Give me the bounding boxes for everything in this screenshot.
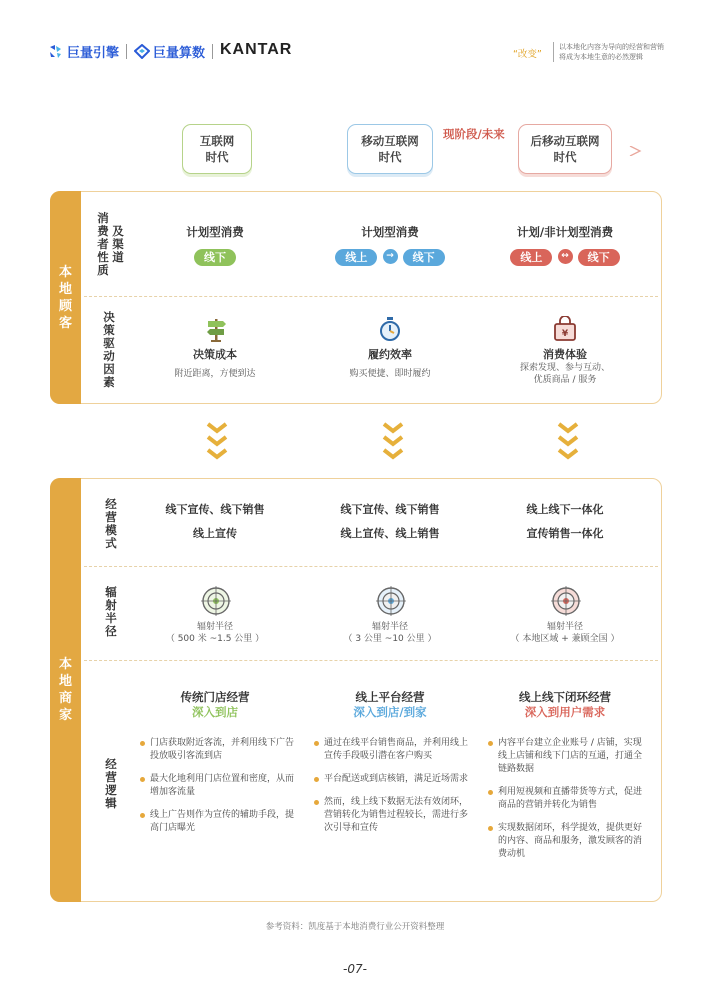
label-char: 道 <box>112 250 124 264</box>
desc-line: 探索发现、参与互动、 <box>519 363 610 373</box>
row-label-business-logic <box>104 758 118 810</box>
stopwatch-icon <box>378 316 402 346</box>
row-label-channel <box>111 225 125 264</box>
col1-logic-bullets <box>140 737 295 835</box>
era-internet-line-1: 互联网 <box>199 134 235 148</box>
logo-divider-1 <box>126 44 127 59</box>
label-char: 射 <box>105 598 117 612</box>
label-char: 经 <box>105 497 117 511</box>
mode-line: 线上宣传、线上销售 <box>340 527 440 540</box>
col2-business-mode <box>320 498 460 546</box>
era-internet <box>182 124 252 174</box>
label-char: 营 <box>105 510 117 524</box>
label-char: 辑 <box>105 796 117 810</box>
label-char: 素 <box>103 375 115 389</box>
gift-shop-icon <box>553 316 577 346</box>
label-char: 逻 <box>105 783 117 797</box>
label-char: 营 <box>105 770 117 784</box>
logic-subtitle: 深入到店 <box>192 705 238 719</box>
logic-title: 线上平台经营 <box>355 690 425 704</box>
logic-subtitle: 深入到用户需求 <box>524 705 606 719</box>
label-char: 策 <box>103 323 115 337</box>
tag-note <box>553 42 673 62</box>
radius-value: （ 500 米 ~1.5 公里 ） <box>165 634 265 644</box>
row-label-consumer-nature <box>96 212 110 277</box>
label-char: 式 <box>105 536 117 550</box>
source-note: 参考资料：凯度基于本地消费行业公开资料整理 <box>265 922 445 932</box>
label-char: 动 <box>103 349 115 363</box>
juliang-suanshu-logo <box>134 42 205 61</box>
col2-consumption-type: 计划型消费 <box>361 225 419 239</box>
svg-text:¥: ¥ <box>561 329 569 339</box>
target-radius-icon <box>376 586 406 620</box>
era-mobile-line-1: 移动互联网 <box>361 134 419 148</box>
mode-line: 线上线下一体化 <box>526 503 604 516</box>
era-mobile-line-2: 时代 <box>378 150 402 164</box>
radius-label: 辐射半径 <box>371 622 408 632</box>
era-post-mobile-line-1: 后移动互联网 <box>530 134 600 148</box>
tag-note-line-2: 将成为本地生意的必然逻辑 <box>559 53 643 61</box>
label-char: 者 <box>97 237 109 251</box>
logic-bullet: 内容平台建立企业账号 / 店铺，实现线上店铺和线下门店的互通，打通全链路数据 <box>488 737 644 776</box>
label-char: 性 <box>97 250 109 264</box>
radius-label: 辐射半径 <box>196 622 233 632</box>
pill-offline: 线下 <box>403 249 445 266</box>
side-char: 商 <box>58 691 72 706</box>
customer-divider <box>84 296 658 297</box>
row-label-business-mode <box>104 498 118 550</box>
logic-title: 传统门店经营 <box>180 690 250 704</box>
col2-driver-desc: 购买便捷、即时履约 <box>349 369 431 379</box>
label-char: 渠 <box>112 237 124 251</box>
col1-logic-title <box>145 690 285 720</box>
col1-radius <box>145 621 285 645</box>
logic-bullet: 实现数据闭环，科学提效，提供更好的内容、商品和服务，激发顾客的消费动机 <box>488 822 644 861</box>
label-char: 模 <box>105 523 117 537</box>
pill-offline: 线下 <box>578 249 620 266</box>
merchant-side-label <box>50 478 81 902</box>
era-post-mobile <box>518 124 612 174</box>
merchant-divider-1 <box>84 566 658 567</box>
radius-label: 辐射半径 <box>546 622 583 632</box>
customer-side-label <box>50 191 81 404</box>
chevron-down-icon <box>202 422 232 460</box>
logic-bullet: 利用短视频和直播带货等方式，促进商品的营销并转化为销售 <box>488 786 644 812</box>
col3-driver: 消费体验 <box>543 348 587 361</box>
col2-logic-bullets <box>314 737 470 835</box>
side-char: 本 <box>58 264 72 280</box>
side-char: 家 <box>58 708 72 723</box>
logic-bullet: 最大化地利用门店位置和密度，从而增加客流量 <box>140 773 295 799</box>
arrow-both-icon: ↔ <box>558 249 573 264</box>
side-char: 客 <box>58 315 72 331</box>
mode-line: 线下宣传、线下销售 <box>340 503 440 516</box>
col3-channel <box>497 246 633 266</box>
target-radius-icon <box>551 586 581 620</box>
row-label-radius <box>104 586 118 638</box>
col1-channel <box>155 246 275 266</box>
side-char: 地 <box>58 281 72 297</box>
col3-logic-bullets <box>488 737 644 861</box>
mode-line: 线下宣传、线下销售 <box>165 503 265 516</box>
label-char: 因 <box>103 362 115 376</box>
label-char: 驱 <box>103 336 115 350</box>
col2-radius <box>320 621 460 645</box>
era-post-mobile-line-2: 时代 <box>553 150 577 164</box>
col1-driver-desc: 附近距离，方便到达 <box>174 369 256 379</box>
col2-driver: 履约效率 <box>368 348 412 361</box>
target-radius-icon <box>201 586 231 620</box>
era-internet-line-2: 时代 <box>205 150 229 164</box>
label-char: 费 <box>97 224 109 238</box>
col3-consumption-type: 计划/非计划型消费 <box>516 225 614 239</box>
col3-logic-title <box>495 690 635 720</box>
col3-business-mode <box>495 498 635 546</box>
col1-business-mode <box>145 498 285 546</box>
radius-value: （ 本地区域 + 兼顾全国 ） <box>510 634 620 644</box>
col1-consumption-type: 计划型消费 <box>186 225 244 239</box>
pill-offline: 线下 <box>194 249 236 266</box>
col2-logic-title <box>320 690 460 720</box>
desc-line: 优质商品 / 服务 <box>533 375 597 385</box>
logic-subtitle: 深入到店/到家 <box>353 705 427 719</box>
col2-channel <box>322 246 458 266</box>
side-char: 顾 <box>58 298 72 314</box>
era-mobile-internet <box>347 124 433 174</box>
logic-bullet: 门店获取附近客流，并利用线下广告投放吸引客流到店 <box>140 737 295 763</box>
label-char: 决 <box>103 310 115 324</box>
arrow-right-icon: → <box>383 249 398 264</box>
logic-title: 线上线下闭环经营 <box>519 690 611 704</box>
col3-driver-desc <box>500 362 630 386</box>
merchant-divider-2 <box>84 660 658 661</box>
pill-online: 线上 <box>335 249 377 266</box>
pill-online: 线上 <box>510 249 552 266</box>
label-char: 径 <box>105 624 117 638</box>
col1-driver: 决策成本 <box>193 348 237 361</box>
col3-radius <box>495 621 635 645</box>
label-char: 经 <box>105 757 117 771</box>
change-tag: “改变” <box>513 49 542 60</box>
label-char: 消 <box>97 211 109 225</box>
now-future-label: 现阶段/未来 <box>443 127 505 141</box>
mode-line: 线上宣传 <box>193 527 237 540</box>
suanshu-icon <box>134 44 149 59</box>
logic-bullet: 线上广告则作为宣传的辅助手段，提高门店曝光 <box>140 809 295 835</box>
juliang-engine-logo <box>48 42 119 61</box>
kantar-logo: KANTAR <box>220 41 293 58</box>
side-char: 本 <box>58 657 72 672</box>
logic-bullet: 然而，线上线下数据无法有效闭环，营销转化为销售过程较长，需进行多次引导和宣传 <box>314 796 470 835</box>
logo-text-2: 巨量算数 <box>153 46 206 61</box>
label-char: 辐 <box>105 585 117 599</box>
label-char: 质 <box>97 263 109 277</box>
side-char: 地 <box>58 674 72 689</box>
row-label-decision-driver <box>102 311 116 389</box>
logic-bullet: 平台配送或到店核销，满足近场需求 <box>314 773 470 786</box>
logic-bullet: 通过在线平台销售商品，并利用线上宣传手段吸引潜在客户购买 <box>314 737 470 763</box>
mode-line: 宣传销售一体化 <box>526 527 604 540</box>
label-char: 半 <box>105 611 117 625</box>
radius-value: （ 3 公里 ~10 公里 ） <box>343 634 437 644</box>
label-char: 及 <box>112 224 124 238</box>
juliang-engine-icon <box>48 44 63 59</box>
chevron-down-icon <box>553 422 583 460</box>
page-number: -07- <box>343 962 367 976</box>
tag-note-line-1: 以本地化内容为导向的经营和营销 <box>559 43 664 51</box>
logo-divider-2 <box>212 44 213 59</box>
chevron-down-icon <box>378 422 408 460</box>
logo-text-1: 巨量引擎 <box>67 46 120 61</box>
signpost-icon <box>204 316 228 346</box>
